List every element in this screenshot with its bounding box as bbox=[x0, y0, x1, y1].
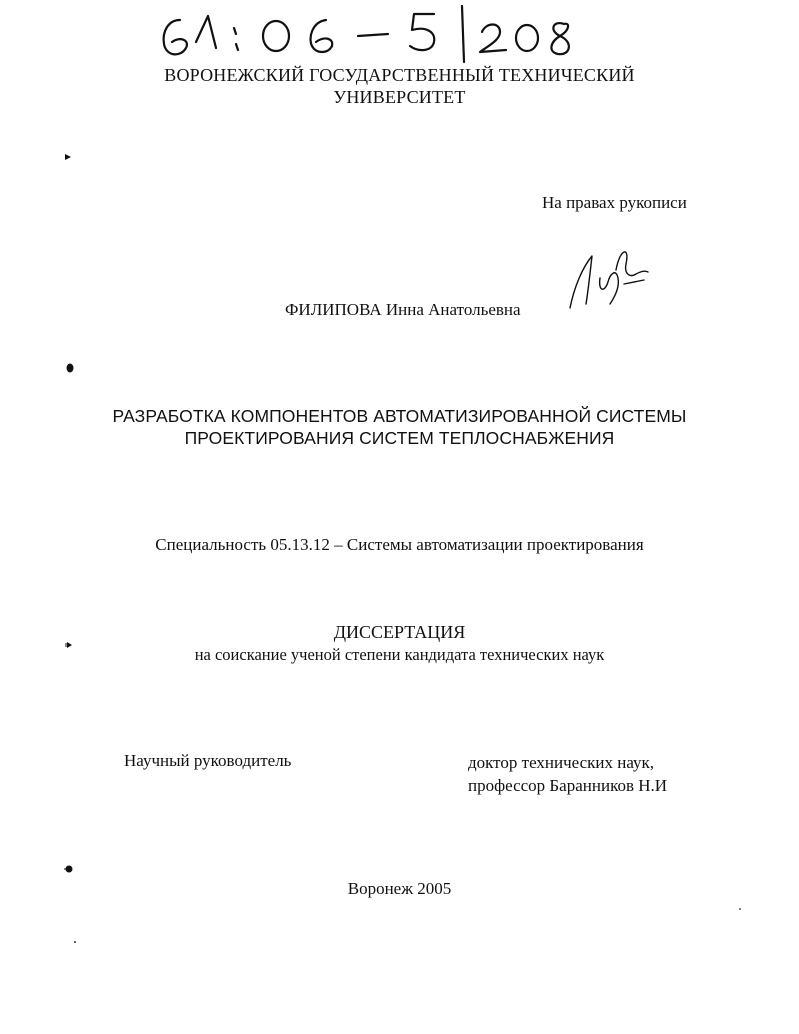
supervisor-name: профессор Баранников Н.И bbox=[468, 776, 668, 795]
university-line-2: УНИВЕРСИТЕТ bbox=[333, 87, 466, 107]
title-line-2: ПРОЕКТИРОВАНИЯ СИСТЕМ ТЕПЛОСНАБЖЕНИЯ bbox=[184, 428, 615, 448]
author-name: ФИЛИПОВА Инна Анатольевна bbox=[285, 300, 521, 319]
binding-mark-2 bbox=[65, 363, 75, 373]
title-line-1: РАЗРАБОТКА КОМПОНЕНТОВ АВТОМАТИЗИРОВАННОЙ СИСТЕМЫ bbox=[112, 406, 687, 426]
university-name bbox=[0, 64, 799, 108]
author-signature bbox=[560, 238, 660, 318]
speck-1 bbox=[73, 940, 77, 944]
university-line-1: ВОРОНЕЖСКИЙ ГОСУДАРСТВЕННЫЙ ТЕХНИЧЕСКИЙ bbox=[164, 65, 635, 85]
dissertation-title bbox=[0, 405, 799, 449]
supervisor-degree: доктор технических наук, bbox=[468, 753, 655, 772]
specialty: Специальность 05.13.12 – Системы автоматизации проектирования bbox=[155, 535, 644, 554]
speck-2 bbox=[738, 907, 742, 911]
manuscript-rights-note: На правах рукописи bbox=[542, 193, 687, 212]
degree-subtitle: на соискание ученой степени кандидата технических наук bbox=[194, 645, 605, 664]
city-year: Воронеж 2005 bbox=[347, 879, 452, 898]
dissertation-heading: ДИССЕРТАЦИЯ bbox=[333, 622, 466, 642]
binding-mark-1 bbox=[63, 152, 73, 162]
supervisor-details bbox=[468, 751, 667, 797]
binding-mark-4 bbox=[63, 864, 73, 874]
handwritten-catalog-number bbox=[150, 2, 630, 64]
handwritten-number-drawing bbox=[150, 2, 630, 64]
binding-mark-3 bbox=[64, 640, 74, 650]
signature-drawing bbox=[560, 238, 660, 318]
supervisor-label: Научный руководитель bbox=[124, 751, 292, 770]
